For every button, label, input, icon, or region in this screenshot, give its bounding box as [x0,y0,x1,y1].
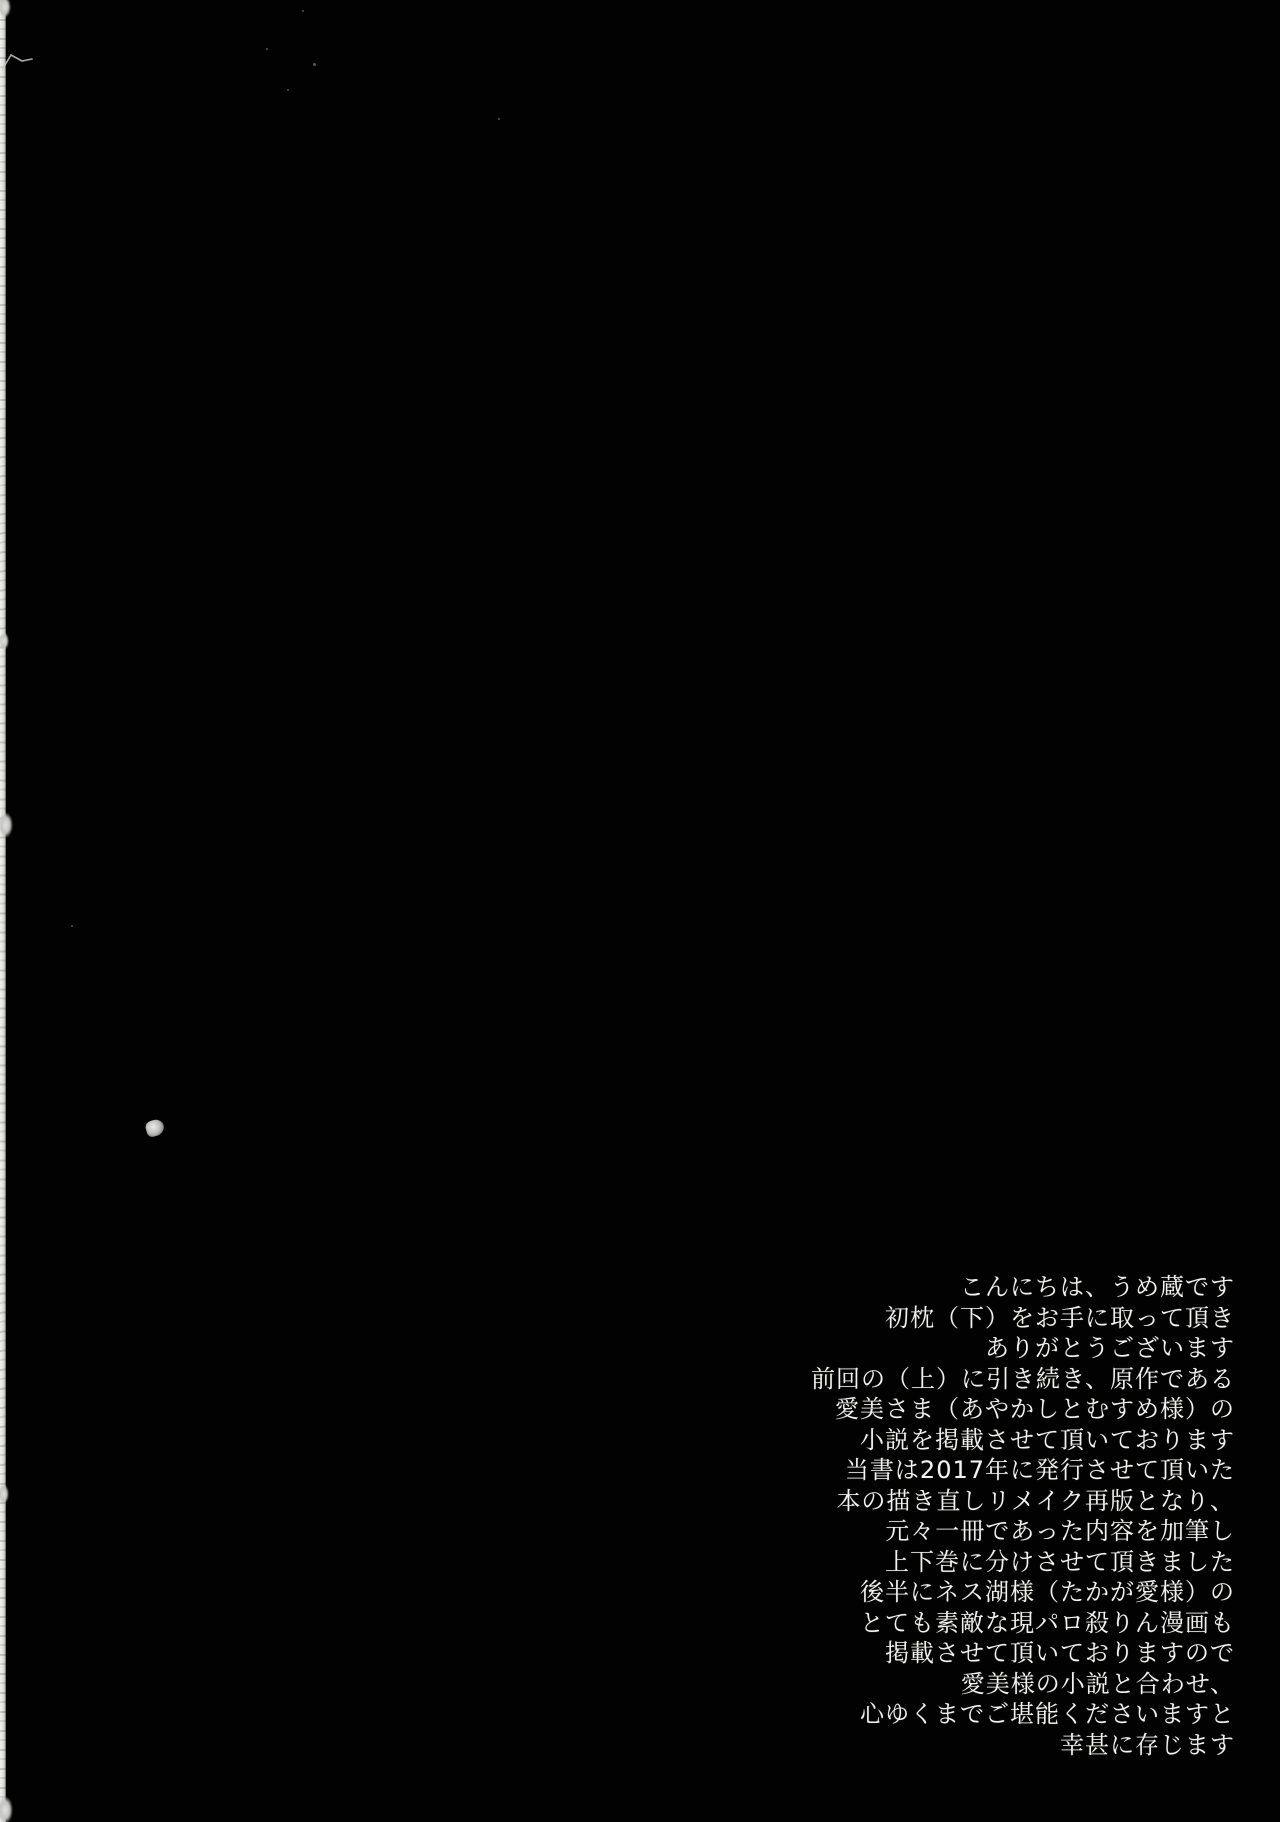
hair-fiber-mark [2,48,34,76]
afterword-line: 元々一冊であった内容を加筆し [885,1517,1235,1545]
scan-edge-bump [0,1484,9,1504]
afterword-text [811,1272,1235,1760]
dust-speck [266,48,268,50]
dust-speck [313,63,316,66]
afterword-line: とても素敵な現パロ殺りん漫画も [860,1608,1235,1637]
afterword-line: ありがとうございます [985,1334,1235,1362]
scan-edge-bump [0,0,11,18]
dust-speck [498,118,500,120]
afterword-line: 掲載させて頂いておりますので [885,1639,1235,1667]
scan-edge-bump [0,1796,13,1822]
afterword-line: 小説を掲載させて頂いております [860,1425,1235,1454]
afterword-line: 心ゆくまでご堪能くださいますと [860,1700,1235,1728]
afterword-line: 後半にネス湖様（たかが愛様）の [860,1578,1235,1606]
dust-speck [287,89,289,91]
afterword-line: 前回の（上）に引き続き、原作である [810,1364,1235,1393]
afterword-line: 愛美様の小説と合わせ、 [960,1669,1235,1698]
afterword-line: 初枕（下）をお手に取って頂き [885,1303,1235,1332]
afterword-line: 上下巻に分けさせて頂きました [885,1547,1235,1576]
afterword-line: こんにちは、うめ蔵です [960,1273,1235,1301]
afterword-line: 本の描き直しリメイク再版となり、 [836,1486,1235,1515]
dust-speck [302,10,304,12]
scan-edge-bump [0,812,13,838]
scan-edge-bump [0,632,9,650]
scan-edge-strip [0,0,6,1822]
afterword-line: 愛美さま（あやかしとむすめ様）の [835,1395,1235,1423]
paper-speck-large [144,1118,166,1138]
afterword-line: 当書は2017年に発行させて頂いた [844,1456,1235,1484]
dust-speck [71,925,73,927]
afterword-line: 幸甚に存じます [1060,1730,1235,1759]
